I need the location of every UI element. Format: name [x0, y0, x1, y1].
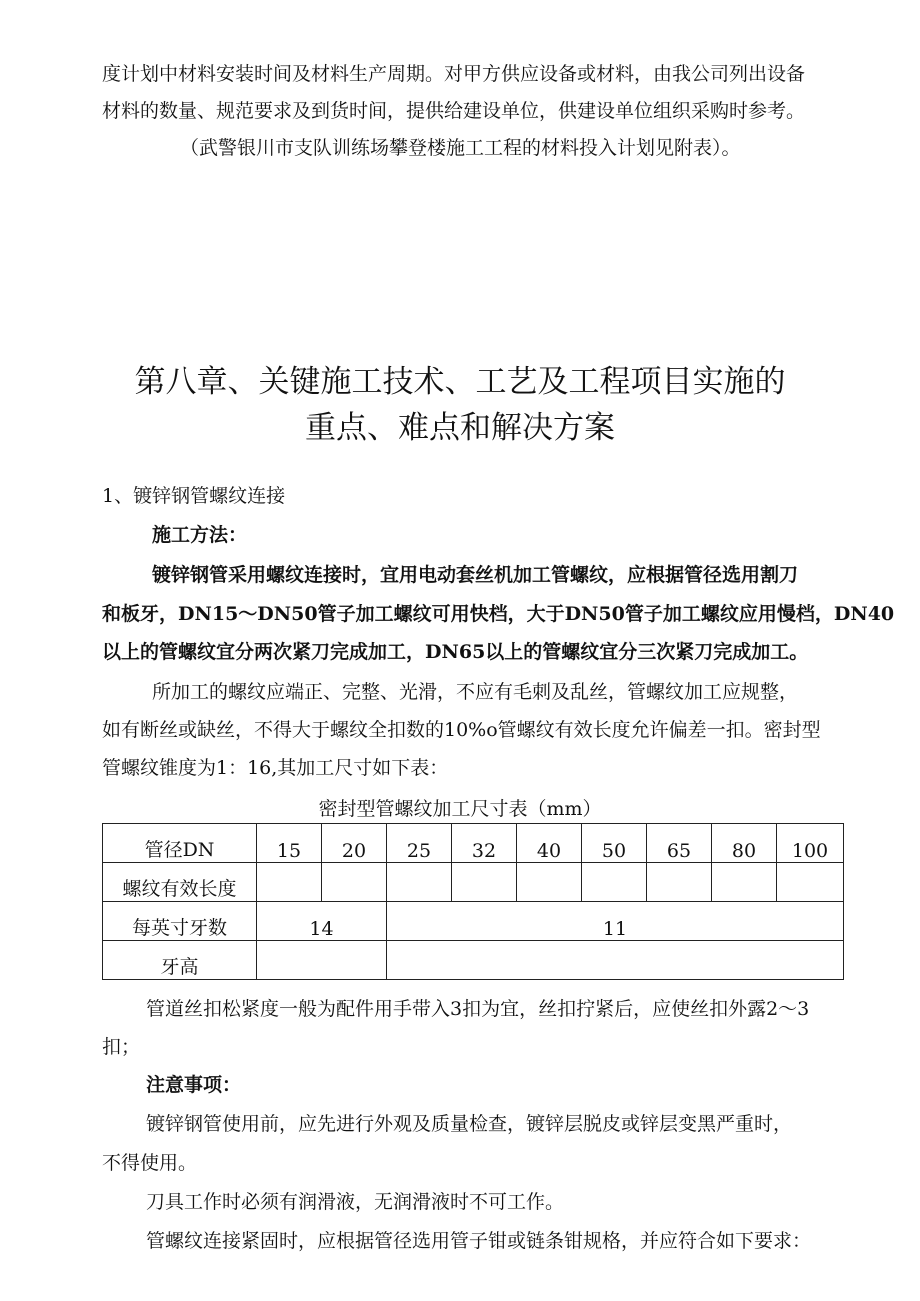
- method-line-2: 和板牙，DN15～DN50管子加工螺纹可用快档，大于DN50管子加工螺纹应用慢档，DN40: [102, 603, 895, 625]
- dn-cell: 65: [647, 824, 712, 863]
- empty-cell: [777, 863, 844, 902]
- dn-cell: 15: [257, 824, 322, 863]
- empty-cell: [647, 863, 712, 902]
- chapter-title-line-2: 重点、难点和解决方案: [305, 410, 615, 446]
- dn-cell: 50: [582, 824, 647, 863]
- empty-cell: [452, 863, 517, 902]
- method-line-3: 以上的管螺纹宜分两次紧刀完成加工，DN65以上的管螺纹宜分三次紧刀完成加工。: [102, 641, 809, 663]
- tpi-large-cell: 11: [387, 902, 844, 941]
- notes-p1-line-1: 镀锌钢管使用前，应先进行外观及质量检查，镀锌层脱皮或锌层变黑严重时，: [146, 1113, 793, 1135]
- table-row-height: [103, 941, 844, 980]
- row-label-dn: 管径DN: [103, 824, 257, 863]
- notes-p1-line-2: 不得使用。: [102, 1152, 198, 1174]
- thread-dimension-table: [102, 823, 844, 980]
- para2-line-1: 所加工的螺纹应端正、完整、光滑，不应有毛刺及乱丝，管螺纹加工应规整，: [152, 681, 799, 703]
- dn-cell: 80: [712, 824, 777, 863]
- after-table-line-1: 管道丝扣松紧度一般为配件用手带入3扣为宜，丝扣拧紧后，应使丝扣外露2～3: [146, 998, 810, 1020]
- tpi-small-cell: 14: [257, 902, 387, 941]
- empty-cell: [712, 863, 777, 902]
- notes-p2: 刀具工作时必须有润滑液，无润滑液时不可工作。: [146, 1191, 565, 1213]
- empty-cell: [387, 941, 844, 980]
- empty-cell: [582, 863, 647, 902]
- row-label-tpi: 每英寸牙数: [103, 902, 257, 941]
- dn-cell: 40: [517, 824, 582, 863]
- empty-cell: [387, 863, 452, 902]
- notes-heading: 注意事项：: [146, 1074, 242, 1096]
- intro-line-2: 材料的数量、规范要求及到货时间，提供给建设单位，供建设单位组织采购时参考。: [102, 100, 806, 122]
- para2-line-2: 如有断丝或缺丝，不得大于螺纹全扣数的10%o管螺纹有效长度允许偏差一扣。密封型: [102, 719, 821, 741]
- chapter-title-line-1: 第八章、关键施工技术、工艺及工程项目实施的: [134, 364, 786, 400]
- section-heading: 1、镀锌钢管螺纹连接: [102, 485, 286, 507]
- table-row-tpi: [103, 902, 844, 941]
- after-table-line-2: 扣；: [102, 1036, 141, 1058]
- dn-cell: 100: [777, 824, 844, 863]
- dn-cell: 25: [387, 824, 452, 863]
- table-row-length: [103, 863, 844, 902]
- dn-cell: 20: [322, 824, 387, 863]
- notes-p3: 管螺纹连接紧固时，应根据管径选用管子钳或链条钳规格，并应符合如下要求：: [146, 1230, 812, 1252]
- empty-cell: [322, 863, 387, 902]
- empty-cell: [257, 863, 322, 902]
- method-line-1: 镀锌钢管采用螺纹连接时，宜用电动套丝机加工管螺纹，应根据管径选用割刀: [152, 564, 799, 586]
- intro-line-1: 度计划中材料安装时间及材料生产周期。对甲方供应设备或材料，由我公司列出设备: [102, 63, 806, 85]
- row-label-height: 牙高: [103, 941, 257, 980]
- empty-cell: [517, 863, 582, 902]
- dn-cell: 32: [452, 824, 517, 863]
- empty-cell: [257, 941, 387, 980]
- row-label-length: 螺纹有效长度: [103, 863, 257, 902]
- method-label: 施工方法：: [152, 524, 248, 546]
- para2-line-3: 管螺纹锥度为1：16,其加工尺寸如下表：: [102, 757, 449, 779]
- table-caption: 密封型管螺纹加工尺寸表（mm）: [318, 798, 602, 820]
- intro-line-3: （武警银川市支队训练场攀登楼施工工程的材料投入计划见附表）。: [180, 137, 741, 159]
- table-row-dn: [103, 824, 844, 863]
